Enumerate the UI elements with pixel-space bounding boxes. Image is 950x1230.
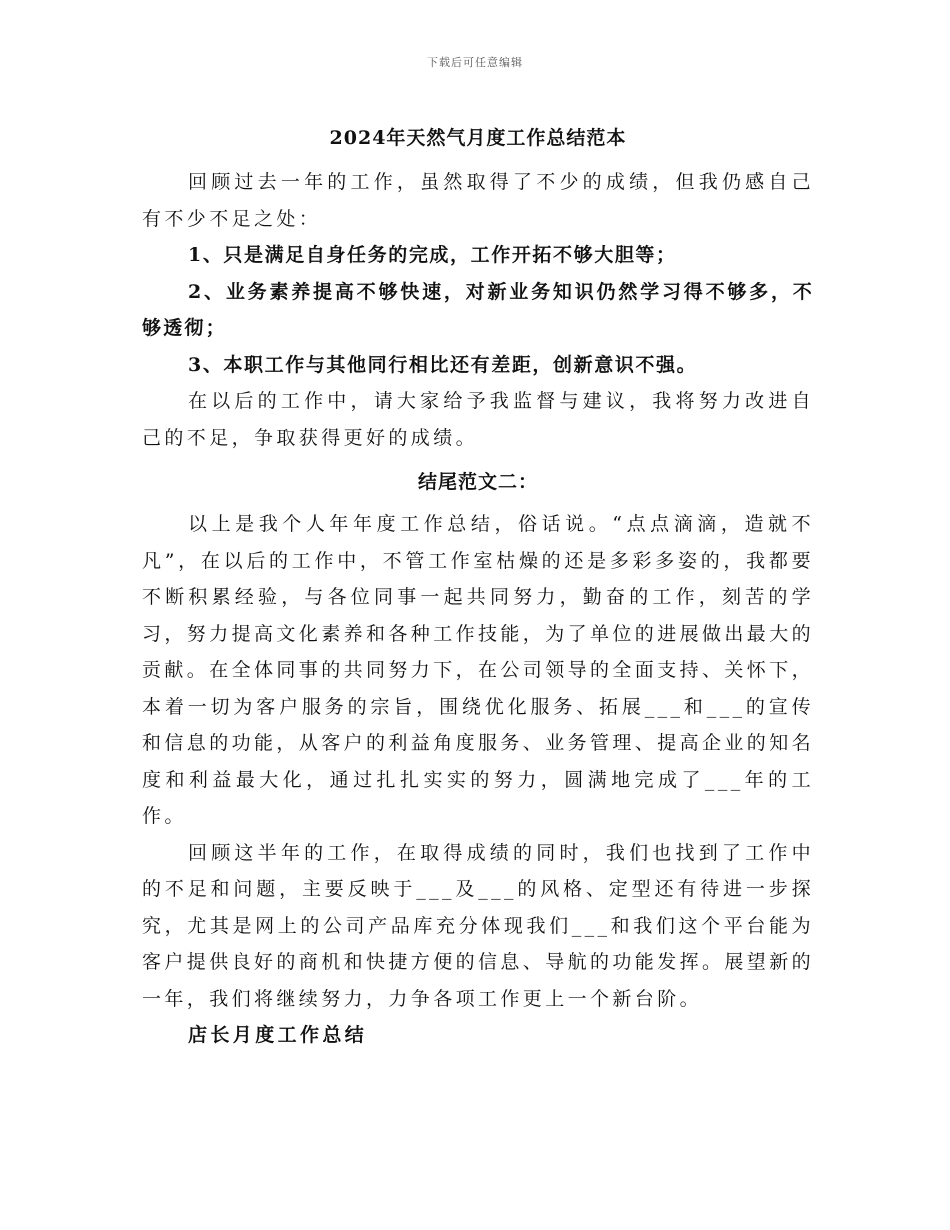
document-title: 2024年天然气月度工作总结范本 (329, 127, 627, 149)
shortcoming-item-1: 1、只是满足自身任务的完成，工作开拓不够大胆等； (188, 244, 677, 266)
document-body (142, 118, 814, 1054)
page-header-note: 下载后可任意编辑 (427, 56, 523, 69)
section-title: 结尾范文二： (417, 471, 538, 493)
improvement-paragraph: 在以后的工作中，请大家给予我监督与建议，我将努力改进自己的不足，争取获得更好的成绩。 (142, 390, 814, 449)
shortcoming-item-2: 2、业务素养提高不够快速，对新业务知识仍然学习得不够多，不够透彻； (142, 280, 814, 339)
summary-paragraph: 以上是我个人年年度工作总结，俗话说。“点点滴滴，造就不凡”，在以后的工作中，不管工作室枯燥的还是多彩多姿的，我都要不断积累经验，与各位同事一起共同努力，勤奋的工作，刻苦的学习，努力提高文化素养和各种工作技能，为了单位的进展做出最大的贡献。在全体同事的共同努力下，在公司领导的全面支持、关怀下，本着一切为客户服务的宗旨，围绕优化服务、拓展___和___的宣传和信息的功能，从客户的利益角度服务、业务管理、提高企业的知名度和利益最大化，通过扎扎实实的努力，圆满地完成了___年的工作。 (142, 513, 815, 827)
closing-heading: 店长月度工作总结 (188, 1024, 368, 1046)
shortcoming-item-3: 3、本职工作与其他同行相比还有差距，创新意识不强。 (188, 353, 698, 376)
review-paragraph: 回顾这半年的工作，在取得成绩的同时，我们也找到了工作中的不足和问题，主要反映于___及___的风格、定型还有待进一步探究，尤其是网上的公司产品库充分体现我们___和我们这个平台能为客户提供良好的商机和快捷方便的信息、导航的功能发挥。展望新的一年，我们将继续努力，力争各项工作更上一个新台阶。 (142, 841, 815, 1010)
intro-paragraph: 回顾过去一年的工作，虽然取得了不少的成绩，但我仍感自己有不少不足之处： (142, 171, 814, 230)
